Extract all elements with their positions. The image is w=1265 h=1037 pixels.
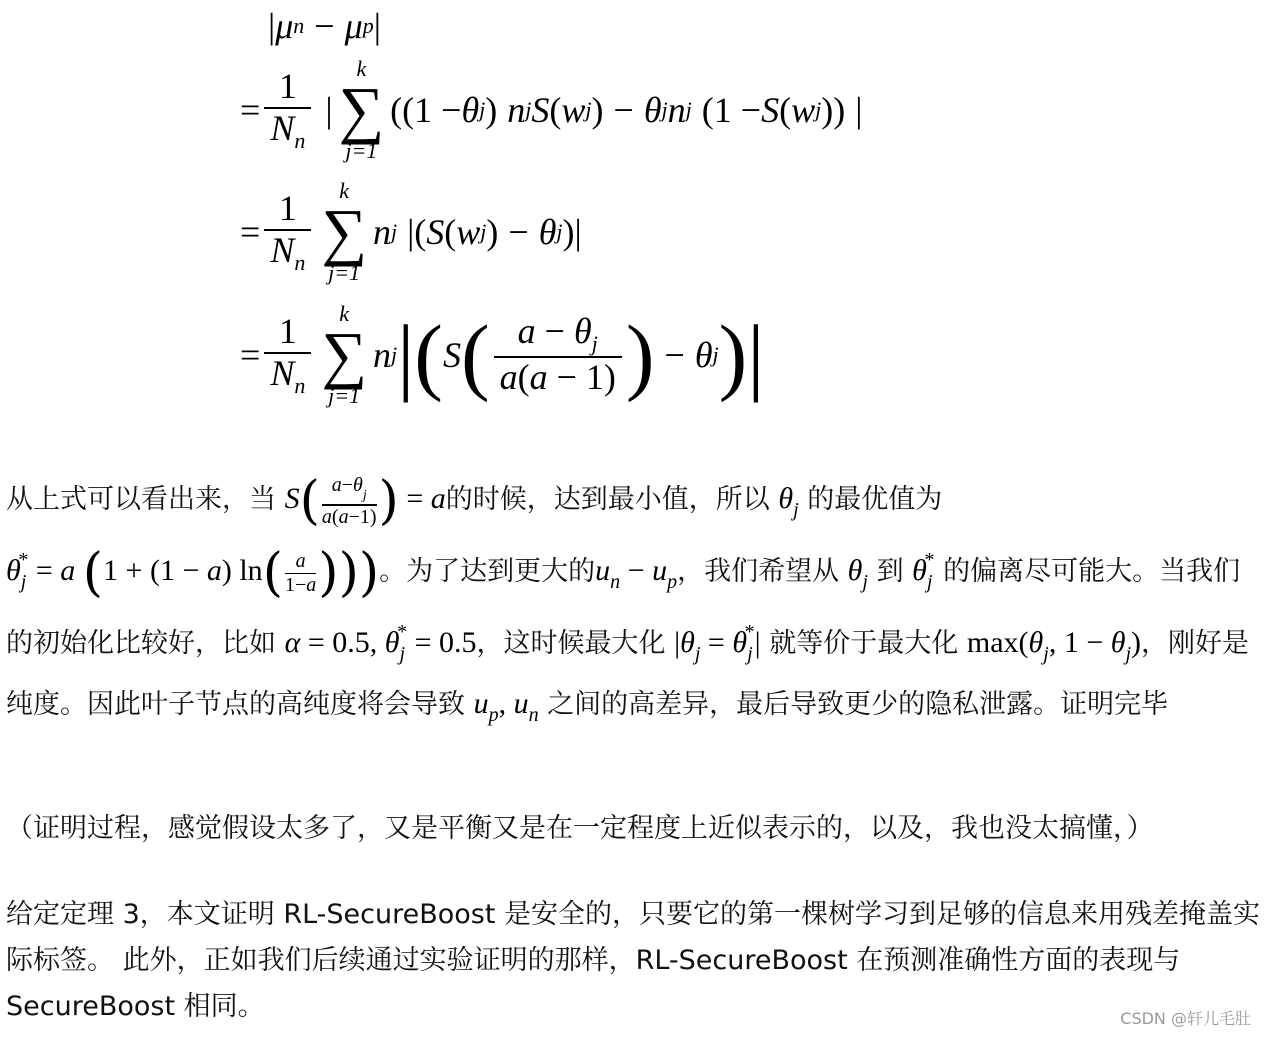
csdn-watermark: CSDN @轩儿毛肚 <box>1120 1009 1251 1028</box>
equation-line-1: = $\frac{1}{N_n}$ | k ∑ j=1 ((1 − θ j ) n j S ( w j ) − θ j n j (1 − S ( w j )) | <box>240 55 863 164</box>
equation-line-3: = $\frac{1}{N_n}$ k ∑ j=1 n j | ( S ( $\frac{a - \theta_j}{a(a - 1)}$ ) − θ j ) | <box>240 300 765 409</box>
equation-line-2: = $\frac{1}{N_n}$ k ∑ j=1 n j |( S ( w j ) − θ j )| <box>240 177 582 286</box>
equation-block <box>0 0 1265 430</box>
remark-paragraph: （证明过程，感觉假设太多了，又是平衡又是在一定程度上近似表示的，以及，我也没太搞懂，） <box>6 813 1154 844</box>
equation-line-0: | μ n − μ p | <box>268 6 381 46</box>
proof-paragraph: 从上式可以看出来，当 S( $\frac{a-\theta_j}{a(a-1)}$ ) = a的时候，达到最小值，所以 $\theta_j$ 的最优值为 $\theta_j^* = a$ (1 + (1 − a) ln( $\frac{a}{1-a}$ )))。为了达到更大的$u_n - u_p$，我们希望从 $\theta_j$ 到 $\theta_j^*$ 的偏离尽可能大。当我们的初始化比较好，比如 α = 0.5, $\theta_j^* = 0.5$，这时候最大化 $|\theta_j = \theta_j^*|$ 就等价于最大化 $\max(\theta_j$, $1 - \theta_j$)，刚好是纯度。因此叶子节点的高纯度将会导致 $u_p$, $u_n$ 之间的高差异，最后导致更少的隐私泄露。证明完毕 <box>6 471 1250 727</box>
conclusion-paragraph: 给定定理 3，本文证明 RL-SecureBoost 是安全的，只要它的第一棵树学习到足够的信息来用残差掩盖实际标签。 此外，正如我们后续通过实验证明的那样，RL-SecureBoost 在预测准确性方面的表现与 SecureBoost 相同。 <box>6 899 1261 1022</box>
